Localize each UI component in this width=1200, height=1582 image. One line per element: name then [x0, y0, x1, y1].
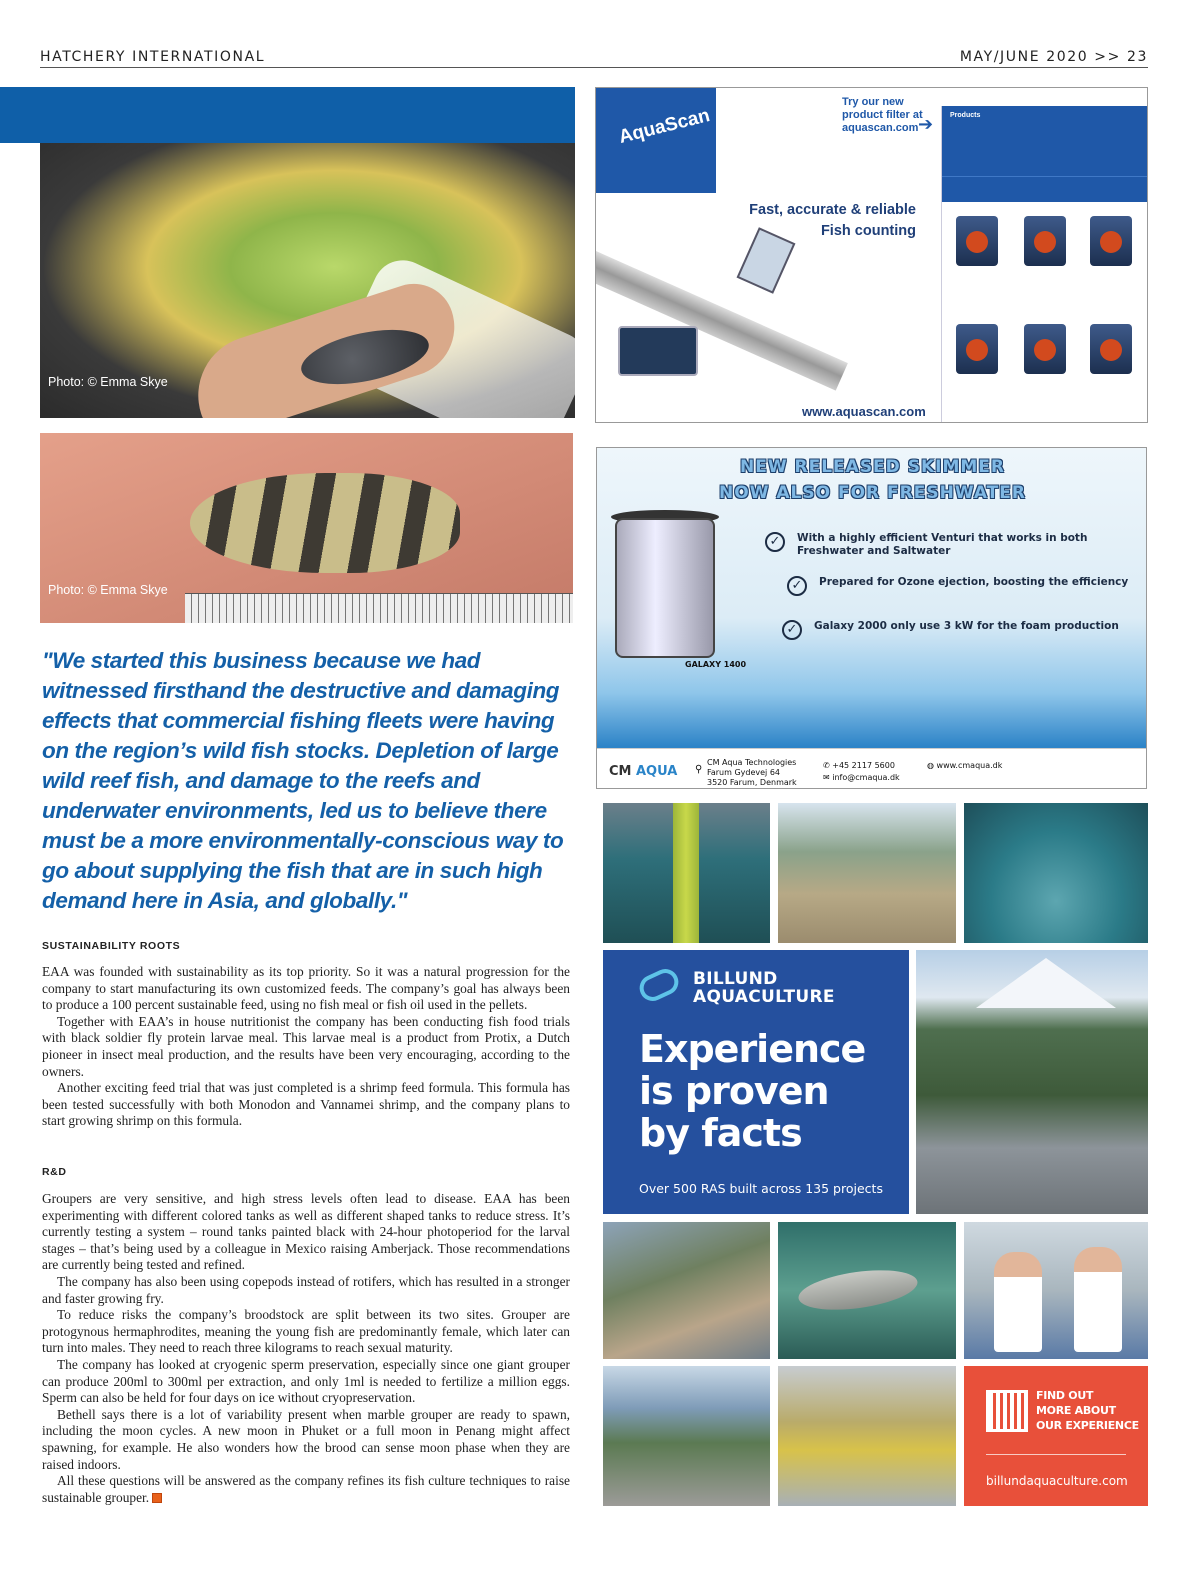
check-circle-icon: ✓: [782, 620, 802, 640]
walkway: [673, 803, 699, 943]
paragraph: To reduce risks the company’s broodstock are split between its two sites. Grouper are protogynous hermaphrodites, meaning the young fish are predominantly female, which later can turn into males. They need to reach three kilograms to reach sexual maturity.: [42, 1307, 570, 1356]
billund-url[interactable]: billundaquaculture.com: [986, 1474, 1128, 1488]
aquascan-logo: AquaScan: [616, 105, 712, 148]
cm-aqua-logo-aqua: AQUA: [636, 764, 678, 779]
photo-ruler: [185, 593, 573, 623]
headline-line: Experience: [639, 1027, 866, 1071]
product-ring: [1100, 339, 1122, 361]
publication-name: HATCHERY INTERNATIONAL: [40, 49, 266, 65]
ad-cm-aqua[interactable]: [596, 447, 1147, 789]
headline-line: is proven: [639, 1069, 829, 1113]
photo-coastal-site: [603, 1222, 770, 1359]
cta-line: FIND OUT: [1036, 1389, 1094, 1402]
billund-message-panel: [603, 950, 909, 1214]
product-ring: [1034, 231, 1056, 253]
cm-aqua-bullet: [782, 620, 1147, 637]
paragraph: The company has looked at cryogenic sperm preservation, especially since one giant grouper can produce 200ml to 300ml per extraction, and only 1ml is needed to fertilize a million eggs. Sperm can also be held for four days on ice without cryopreservation.: [42, 1356, 570, 1406]
mail-icon: ✉: [823, 773, 833, 782]
website-url: www.cmaqua.dk: [936, 761, 1003, 770]
section-heading-rnd: R&D: [42, 1166, 67, 1178]
cm-aqua-logo-cm: CM: [609, 764, 632, 779]
paragraph: The company has also been using copepods instead of rotifers, which has resulted in a stronger and faster growing fry.: [42, 1273, 570, 1306]
cm-aqua-address: [707, 758, 797, 788]
section-body-rnd: [42, 1191, 570, 1506]
photo-credit: Photo: © Emma Skye: [48, 583, 168, 597]
paragraph: Groupers are very sensitive, and high stress levels often lead to disease. EAA has been experimenting with different colored tanks as well as different shaped tanks to reduce stress. It’s currently testing a system – round tanks painted black with 24-hour photoperiod for the larval stages – that’s being used by a colleague in Mexico raising Amberjack. Those recommendations are currently being tested and refined.: [42, 1191, 570, 1273]
billund-headline: [639, 1028, 865, 1154]
paragraph: EAA was founded with sustainability as its top priority. So it was a natural progression for the company to start manufacturing its own customized feeds. The company’s goal has always been to produce a 100 percent sustainable feed, using no fish meal or fish oil used in the pellets.: [42, 964, 570, 1013]
billund-brand: [693, 970, 835, 1006]
product-thumb: [1090, 324, 1132, 374]
photo-salmon-underwater: [778, 1222, 956, 1359]
photo-volcano-facility: [916, 950, 1148, 1214]
product-thumb: [956, 216, 998, 266]
bullet-text: Galaxy 2000 only use 3 kW for the foam production: [814, 620, 1119, 632]
aquascan-logo-block: [596, 88, 716, 193]
photo-tank-walkway: [603, 803, 770, 943]
cm-aqua-bullet: [787, 576, 1147, 593]
paragraph-last: [42, 1473, 570, 1506]
photo-indoor-ras: [778, 1366, 956, 1506]
product-filter-strip: [942, 176, 1148, 202]
product-thumb: [1090, 216, 1132, 266]
counter-device-image: [618, 326, 698, 376]
tagline-line: Fish counting: [820, 223, 916, 239]
photo-lakeside-facility: [603, 1366, 770, 1506]
aquascan-product-panel: [941, 106, 1148, 422]
photo-workers-with-salmon: [964, 1222, 1148, 1359]
check-circle-icon: ✓: [765, 532, 785, 552]
aquascan-tagline: [696, 200, 916, 242]
pull-quote: "We started this business because we had witnessed firsthand the destructive and damaging effects that commercial fishing fleets were having on the region’s wild fish stocks. Depletion of large wild reef fish, and damage to the reefs and underwater environments, led us to believe there must be a more environmentally-conscious way to go about supplying the fish that are in such high demand here in Asia, and globally.": [42, 648, 564, 913]
cta-divider: [986, 1454, 1126, 1455]
cm-aqua-phone[interactable]: [823, 761, 895, 771]
photo-credit: Photo: © Emma Skye: [48, 375, 168, 389]
bullet-text: With a highly efficient Venturi that works in both Freshwater and Saltwater: [797, 532, 1088, 557]
qr-code-icon[interactable]: [986, 1390, 1028, 1432]
aquascan-url[interactable]: www.aquascan.com: [802, 404, 926, 419]
brand-line: AQUACULTURE: [693, 987, 835, 1007]
address-line: 3520 Farum, Denmark: [707, 778, 797, 787]
header-divider: [40, 67, 1148, 68]
headline-line: NOW ALSO FOR FRESHWATER: [719, 483, 1026, 503]
billund-subline: Over 500 RAS built across 135 projects: [639, 1181, 883, 1196]
photo-facility-aerial: [778, 803, 956, 943]
cm-aqua-website[interactable]: [927, 761, 1002, 771]
product-ring: [966, 339, 988, 361]
cm-aqua-headline: [597, 454, 1147, 506]
skimmer-model-label: GALAXY 1400: [685, 660, 747, 669]
ad-billund-aquaculture[interactable]: [603, 803, 1148, 1506]
address-line: Farum Gydevej 64: [707, 768, 780, 777]
section-heading-sustainability: SUSTAINABILITY ROOTS: [42, 940, 181, 952]
photo-grouper-with-ruler: [40, 433, 573, 623]
worker-figure: [1074, 1247, 1122, 1352]
section-body-sustainability: [42, 964, 570, 1130]
cta-line: MORE ABOUT: [1036, 1404, 1116, 1417]
location-pin-icon: ⚲: [695, 764, 703, 775]
billund-cta-text: [1036, 1388, 1139, 1433]
phone-icon: ✆: [823, 761, 833, 770]
brand-line: BILLUND: [693, 969, 778, 989]
headline-line: NEW RELEASED SKIMMER: [740, 457, 1005, 477]
cm-aqua-bullet: [765, 532, 1135, 558]
product-panel-title: Products: [950, 112, 981, 119]
headline-line: by facts: [639, 1111, 802, 1155]
issue-page-number: MAY/JUNE 2020 >> 23: [959, 49, 1148, 65]
photo-fish-tank: [964, 803, 1148, 943]
billund-cta-panel[interactable]: [964, 1366, 1148, 1506]
paragraph-text: All these questions will be answered as the company refines its fish culture techniques to raise sustainable grouper.: [42, 1473, 570, 1505]
paragraph: Another exciting feed trial that was just completed is a shrimp feed formula. This formula has been tested successfully with both Monodon and Vannamei shrimp, and the company plans to start growing shrimp on this formula.: [42, 1080, 570, 1129]
photo-fish: [190, 473, 460, 573]
end-of-article-icon: [152, 1493, 162, 1503]
address-line: CM Aqua Technologies: [707, 758, 797, 767]
tagline-line: Fast, accurate & reliable: [749, 202, 916, 218]
billund-logo-icon: [635, 965, 682, 1005]
bullet-text: Prepared for Ozone ejection, boosting the efficiency: [819, 576, 1129, 588]
product-ring: [1100, 231, 1122, 253]
salmon: [796, 1264, 920, 1316]
aquascan-try-filter: Try our new product filter at aquascan.com: [842, 96, 923, 134]
check-circle-icon: ✓: [787, 576, 807, 596]
arrow-right-icon: ➔: [918, 114, 934, 135]
worker-figure: [994, 1252, 1042, 1352]
email-address: info@cmaqua.dk: [832, 773, 900, 782]
photo-hand-holding-grouper: [40, 143, 575, 418]
phone-number: +45 2117 5600: [832, 761, 895, 770]
cm-aqua-contact-bar: [597, 748, 1147, 789]
product-panel-header: [942, 106, 1148, 176]
product-ring: [966, 231, 988, 253]
ad-aquascan[interactable]: [595, 87, 1148, 423]
cta-line: OUR EXPERIENCE: [1036, 1419, 1139, 1432]
globe-icon: ◍: [927, 761, 937, 770]
paragraph: Together with EAA’s in house nutritionist the company has been conducting fish food trials with black soldier fly protein larvae meal. This larvae meal is a product from Protix, a Dutch pioneer in insect meal production, and the results have been very encouraging, according to the owners.: [42, 1013, 570, 1079]
product-thumb: [956, 324, 998, 374]
paragraph: Bethell says there is a lot of variability present when marble grouper are ready to spawn, including the moon cycles. A new moon in Phuket or a full moon in Penang might affect spawning, for example. He also wonders how the brood can sense moon phase when they are raised indoors.: [42, 1406, 570, 1472]
mountain-peak: [976, 958, 1116, 1008]
product-thumb: [1024, 216, 1066, 266]
cm-aqua-email[interactable]: [823, 773, 900, 783]
skimmer-image: [615, 518, 715, 658]
product-thumb: [1024, 324, 1066, 374]
section-color-bar: [0, 87, 575, 143]
product-ring: [1034, 339, 1056, 361]
